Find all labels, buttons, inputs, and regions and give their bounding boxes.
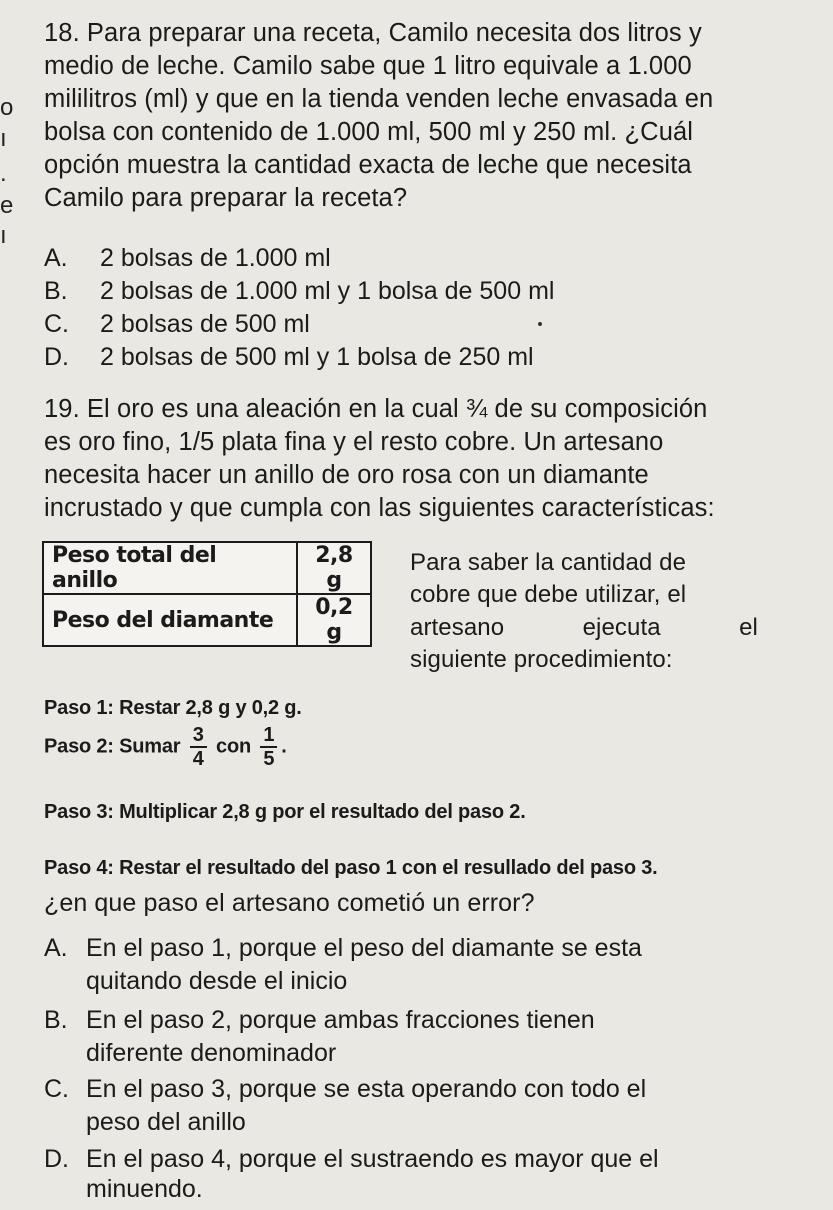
option-letter: A.	[44, 244, 68, 272]
table-label: Peso del diamante	[43, 594, 297, 646]
margin-fragment: .	[0, 160, 7, 187]
q19-option-c[interactable]	[44, 1074, 646, 1104]
option-text: En el paso 4, porque el sustraendo es mayor que el	[86, 1145, 659, 1173]
fraction-denominator: 4	[192, 748, 204, 770]
q19-side-line: Para saber la cantidad de	[410, 549, 687, 576]
ring-data-table	[42, 541, 372, 647]
q19-option-d[interactable]	[44, 1144, 659, 1174]
step-2-prefix: Paso 2: Sumar	[44, 735, 181, 758]
table-value: 0,2 g	[297, 594, 371, 646]
q19-line: necesita hacer un anillo de oro rosa con un diamante	[44, 461, 649, 489]
q18-line: opción muestra la cantidad exacta de leche que necesita	[44, 151, 692, 179]
step-1: Paso 1: Restar 2,8 g y 0,2 g.	[44, 697, 302, 719]
option-text: 2 bolsas de 1.000 ml y 1 bolsa de 500 ml	[100, 277, 555, 305]
option-letter: A.	[44, 934, 68, 962]
margin-fragment: o	[0, 94, 14, 121]
q19-side-line: siguiente procedimiento:	[410, 646, 673, 673]
q18-line: 18. Para preparar una receta, Camilo necesita dos litros y	[44, 19, 702, 47]
step-4: Paso 4: Restar el resultado del paso 1 con el resullado del paso 3.	[44, 857, 658, 879]
option-text: 2 bolsas de 1.000 ml	[100, 244, 331, 272]
q18-line: Camilo para preparar la receta?	[44, 184, 408, 212]
fraction-three-quarters	[190, 724, 207, 770]
option-continuation: minuendo.	[86, 1175, 203, 1203]
q19-line: 19. El oro es una aleación en la cual ¾ de su composición	[44, 395, 708, 423]
q19-question: ¿en que paso el artesano cometió un error?	[44, 889, 535, 917]
option-text: 2 bolsas de 500 ml	[100, 310, 310, 338]
option-continuation: diferente denominador	[86, 1039, 337, 1067]
table-value: 2,8 g	[297, 542, 371, 594]
option-continuation: peso del anillo	[86, 1108, 246, 1136]
option-letter: B.	[44, 1006, 68, 1034]
fraction-denominator: 5	[263, 748, 275, 770]
option-text: En el paso 3, porque se esta operando con todo el	[86, 1075, 647, 1103]
option-continuation: quitando desde el inicio	[86, 967, 348, 995]
option-letter: C.	[44, 310, 69, 338]
q19-side-line: cobre que debe utilizar, el	[410, 581, 687, 608]
q19-line: incrustado y que cumpla con las siguientes características:	[44, 494, 715, 522]
step-2-suffix: .	[281, 735, 287, 758]
table-row	[43, 542, 371, 594]
margin-fragment: ı	[0, 222, 7, 249]
fraction-numerator: 3	[190, 724, 207, 748]
table-row	[43, 594, 371, 646]
q19-line: es oro fino, 1/5 plata fina y el resto cobre. Un artesano	[44, 428, 664, 456]
option-text: 2 bolsas de 500 ml y 1 bolsa de 250 ml	[100, 343, 534, 371]
q18-line: bolsa con contenido de 1.000 ml, 500 ml y 250 ml. ¿Cuál	[44, 118, 694, 146]
q18-option-d[interactable]	[44, 342, 534, 372]
q18-line: mililitros (ml) y que en la tienda venden leche envasada en	[44, 85, 714, 113]
table-label: Peso total del anillo	[43, 542, 297, 594]
fraction-numerator: 1	[260, 724, 277, 748]
option-letter: D.	[44, 343, 69, 371]
q18-option-c[interactable]	[44, 309, 310, 339]
option-text: En el paso 1, porque el peso del diamante se esta	[86, 934, 642, 962]
option-letter: C.	[44, 1075, 69, 1103]
fraction-one-fifth	[260, 724, 277, 770]
option-letter: B.	[44, 277, 68, 305]
q18-option-b[interactable]	[44, 276, 554, 306]
step-2	[44, 724, 287, 770]
q19-option-a[interactable]	[44, 933, 642, 963]
margin-fragment: e	[0, 192, 14, 219]
q18-option-a[interactable]	[44, 243, 331, 273]
option-letter: D.	[44, 1145, 69, 1173]
margin-fragment: ı	[0, 125, 7, 152]
step-3: Paso 3: Multiplicar 2,8 g por el resultado del paso 2.	[44, 801, 526, 823]
q19-side-line: artesano ejecuta el	[410, 614, 758, 641]
q18-line: medio de leche. Camilo sabe que 1 litro equivale a 1.000	[44, 52, 692, 80]
q19-option-b[interactable]	[44, 1005, 595, 1035]
step-2-mid: con	[216, 735, 251, 758]
option-text: En el paso 2, porque ambas fracciones tienen	[86, 1006, 595, 1034]
stray-dot	[538, 322, 542, 326]
